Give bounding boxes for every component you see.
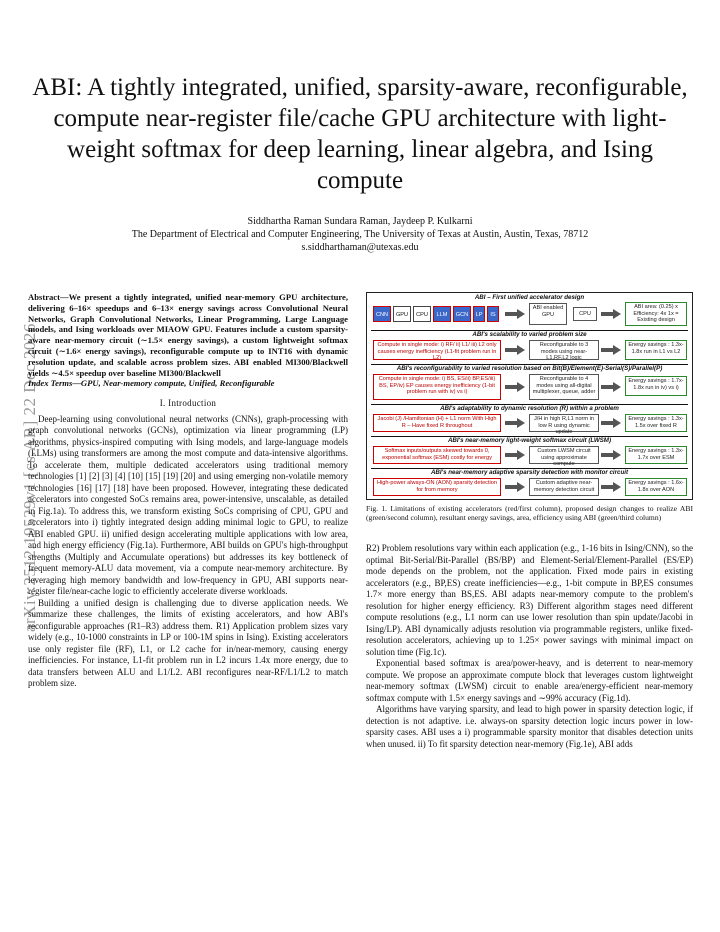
arrow-icon: [505, 482, 525, 492]
paragraph: R2) Problem resolutions vary within each application (e.g., 1-16 bits in Ising/CNN), so the optimal Bit-Serial/Bit-Parallel (BS/BP) and Element-Serial/Element-Parallel (ES/EP) mode depends on the problem, not the application. Fixed mode pairs in existing accelerators (e.g., BP,ES) create inefficiencies—e.g., 1-bit compute in BP,ES consumes 1.7× more energy than BS,ES. ABI adapts near-memory compute to the problem's resolution for higher energy efficiency. R3) Different algorithm stages need different compute resolutions (e.g., L1 norm can use lower resolution than spin update/Jacobi in Ising/LP). ABI dynamically adjusts resolution via programmable registers, unlike fixed-resolution accelerators, achieving up to 1.25× power savings with minimal impact on solution time (Fig.1c).: [366, 543, 693, 657]
arrow-icon: [601, 482, 621, 492]
arrow-icon: [601, 418, 621, 428]
energy-savings-box: Energy savings : 1.6x-1.8x over AON: [625, 478, 687, 496]
energy-savings-box: Energy savings : 1.3x-1.7x over ESM: [625, 446, 687, 464]
right-column: [366, 543, 693, 750]
limitation-box: Jacobi (J) /Hamiltonian (H) + L1 norm With High R – Have fixed R throughout: [373, 414, 501, 432]
author-block: [30, 215, 690, 254]
paragraph: Building a unified design is challenging due to diverse application needs. We summarize these challenges, the limits of existing accelerators, and how ABI's reconfigurable approaches (R1–R3) address them. R1) Application problem sizes vary widely (e.g., 10-1000 constraints in LP or 100-1M spins in Ising). Existing accelerators use only register file (RF), L1, or L2 cache for in/near-memory, causing energy inefficiencies. For instance, L1-fit problem run in L2 incurs 1.4x more energy, due to data transfers between ALU and L1/L2. ABI reconfigures near-RF/L1/L2 to match problem size.: [28, 597, 348, 689]
fig-band-reconfig: ABI's reconfigurability to varied resolution based on Bit(B)/Element(E)-Serial(S)/Parallel(P): [371, 364, 688, 373]
limitation-box: Softmax inputs/outputs skewed towards 0, exponential softmax (ESM) costly for energy: [373, 446, 501, 464]
design-change-box: Reconfigurable to 3 modes using near-L1,RF,L2 logic: [529, 340, 599, 360]
chip-cnn: CNN: [373, 306, 391, 322]
arrow-icon: [505, 345, 525, 355]
arrow-icon: [601, 450, 621, 460]
chip-gpu: GPU: [393, 306, 411, 322]
section-heading: I. Introduction: [159, 398, 217, 409]
limitation-box: Compute in single mode: i) RF/ ii) L1/ iii) L2 only causes energy inefficiency (L1-fit problem run in L2): [373, 340, 501, 360]
figure-1: [366, 292, 693, 500]
design-change-box: Custom LWSM circuit using approximate compute: [529, 446, 599, 464]
design-change-box: Custom adaptive near-memory detection circuit: [529, 478, 599, 496]
arrow-icon: [601, 309, 621, 319]
arrow-icon: [505, 418, 525, 428]
abi-gpu-box: ABI enabled GPU: [529, 303, 567, 325]
chip-cpu: CPU: [413, 306, 431, 322]
chip-lp: LP: [473, 306, 485, 322]
fig-band-softmax: ABI's near-memory light-weight softmax circuit (LWSM): [371, 436, 688, 445]
energy-savings-box: Energy savings : 1.3x-1.8x run in L1 vs L2: [625, 340, 687, 360]
index-terms: Index Terms—GPU, Near-memory compute, Unified, Reconfigurable: [28, 378, 275, 389]
chip-llm: LLM: [433, 306, 451, 322]
arrow-icon: [505, 450, 525, 460]
limitation-box: Compute in single mode: i) BS, ES/ii) BP,ES/iii) BS, EP/iv) EP causes energy inefficiency (1-bit problem run with iv) vs i): [373, 374, 501, 400]
energy-savings-box: Energy savings : 1.3x-1.5x over fixed R: [625, 414, 687, 432]
chip-gcn: GCN: [453, 306, 471, 322]
paragraph: Exponential based softmax is area/power-heavy, and is deterrent to near-memory compute. We propose an approximate compute block that leverages custom lightweight near-memory softmax (LWSM) circuit to enable area/energy-efficient near-memory softmax compute with 1.5× energy savings and ∼99% accuracy (Fig.1d).: [366, 658, 693, 703]
paragraph: Algorithms have varying sparsity, and lead to high power in sparsity detection logic, if detection is not adaptive. i.e. always-on sparsity detection logic incurs power in low-sparsity cases. ABI uses a i) programmable sparsity monitor that disables detection units when unused. ii) To fit sparsity detection near-memory (Fig.1e), ABI adds: [366, 704, 693, 749]
arrow-icon: [505, 309, 525, 319]
email: s.siddharthaman@utexas.edu: [301, 242, 419, 253]
fig-band-sparsity: ABI's near-memory adaptive sparsity detection with monitor circuit: [371, 468, 688, 477]
figure-caption: Fig. 1. Limitations of existing accelerators (red/first column), proposed design changes to realize ABI (green/second column), resultant energy savings, area, efficiency using ABI (green/third column): [366, 504, 693, 523]
arrow-icon: [601, 382, 621, 392]
left-column: [28, 292, 348, 690]
cpu-box: CPU: [573, 307, 597, 321]
abstract: Abstract—We present a tightly integrated, unified near-memory GPU architecture, delivering 6–16× speedups and 6–13× energy savings across Convolutional Neural Networks, Graph Convolutional Networks, Linear Programming, Large Language models, and Ising workloads over MIAOW GPU. Features include a custom sparsity-aware near-memory circuit (∼1.5× energy savings), a custom lightweight softmax circuit (∼1.6× energy savings), reconfigurable compute up to INT16 with dynamic resolution update, and scalable across problem sizes. ABI enabled MI300/Blackwell yields ∼4.5× speedup over baseline MI300/Blackwell: [28, 292, 348, 378]
paper-title: ABI: A tightly integrated, unified, sparsity-aware, reconfigurable, compute near-register file/cache GPU architecture with light-weight softmax for deep learning, linear algebra, and Ising compute: [32, 74, 688, 194]
limitation-box: High-power always-ON (AON) sparsity detection for from memory: [373, 478, 501, 496]
area-efficiency-box: ABI area: (0.25) x Efficiency: 4x 1x = Existing design: [625, 302, 687, 326]
fig-band-title: ABI – First unified accelerator design: [474, 294, 585, 301]
fig-band-scalability: ABI's scalability to varied problem size: [371, 330, 688, 339]
affiliation: The Department of Electrical and Computer Engineering, The University of Texas at Austin, Austin, Texas, 78712: [131, 229, 589, 240]
fig-band-dynamic: ABI's adaptability to dynamic resolution (R) within a problem: [371, 404, 688, 413]
chip-is: IS: [487, 306, 499, 322]
arrow-icon: [505, 382, 525, 392]
paragraph: Deep-learning using convolutional neural networks (CNNs), graph-processing with graph convolutional networks (GCNs), optimization via linear programming (LP) algorithms, physics-inspired computing with Ising models, and large-language models (LLMs) using transformers are among the most compute and data-intensive algorithms. To accelerate them, multiple dedicated accelerators using traditional memory technologies [1] [2] [3] [4] [10] [15] [19] [20] and using emerging non-volatile memory technologies [16] [17] [18] have been proposed. However, integrating these dedicated accelerators into congested SoCs remains area, power-intensive, unscalable, as detailed in Fig.1a). To address this, we transform existing SoCs comprising of CPU, GPU and accelerators into i) tightly integrated design adding minimal logic to GPU, to realize ABI enabled GPU. ii) unified design accelerating multiple applications with low area, and high energy efficiency (Fig.1a). Furthermore, ABI builds on GPU's high-throughput strengths (Multiply and Accumulate operations) but addresses its key bottleneck of frequent memory-ALU data movement, via a compute near-memory architecture. By leveraging high memory bandwidth and low-frequency in GPU, ABI supports near-register file/near-cache logic to efficiently accelerate diverse workloads.: [28, 413, 348, 597]
energy-savings-box: Energy savings : 1.7x-1.8x run in iv) vs i): [625, 376, 687, 396]
arxiv-stamp: arXiv:2512.19529v1 [cs.AR] 22 Dec 2026: [20, 323, 39, 632]
design-change-box: J/H in high R,L1 norm in low R using dynamic update: [529, 414, 599, 432]
design-change-box: Reconfigurable to 4 modes using all-digital multiplexer, queue, adder: [529, 374, 599, 400]
authors: Siddhartha Raman Sundara Raman, Jaydeep P. Kulkarni: [247, 216, 473, 227]
arrow-icon: [601, 345, 621, 355]
